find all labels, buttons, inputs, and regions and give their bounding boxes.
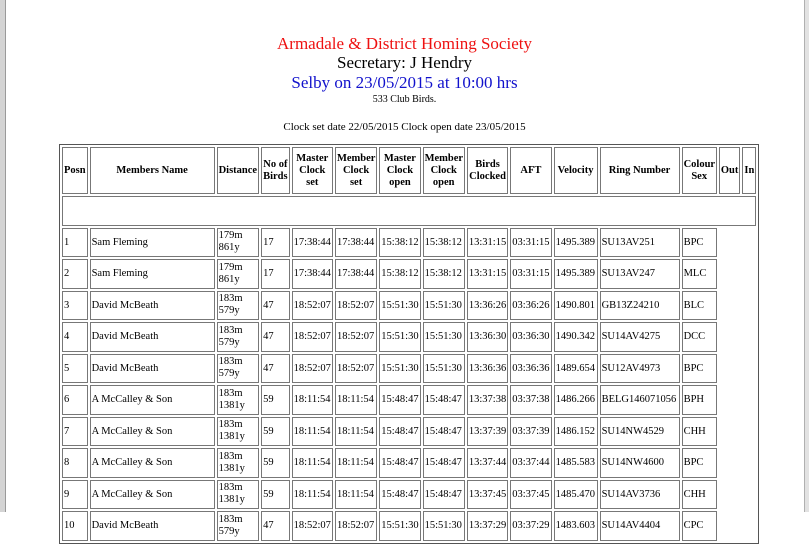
col-master-clock-set: Master Clock set [292, 147, 333, 194]
col-member-clock-open: Member Clock open [423, 147, 465, 194]
cell-ring-number: SU14NW4600 [600, 448, 680, 478]
cell-ring-number: SU14AV4404 [600, 511, 680, 541]
col-members-name: Members Name [90, 147, 215, 194]
cell-birds-clocked: 13:36:26 [467, 291, 508, 321]
distance-miles: 183m [218, 482, 243, 494]
cell-aft: 03:37:39 [510, 417, 551, 447]
col-no-of-birds: No of Birds [261, 147, 290, 194]
distance-miles: 183m [218, 419, 243, 431]
cell-aft: 03:36:26 [510, 291, 551, 321]
cell-colour-sex: DCC [682, 322, 717, 352]
cell-distance [217, 385, 260, 415]
cell-velocity: 1486.152 [554, 417, 598, 447]
table-row [62, 511, 756, 541]
cell-ring-number: SU13AV247 [600, 259, 680, 289]
spacer-cell [62, 196, 756, 226]
cell-master-clock-set: 18:11:54 [292, 417, 333, 447]
cell-master-clock-set: 18:11:54 [292, 385, 333, 415]
cell-no-of-birds: 47 [261, 354, 290, 384]
header-spacer [62, 196, 756, 226]
cell-name: David McBeath [90, 511, 215, 541]
cell-posn: 1 [62, 228, 88, 258]
cell-birds-clocked: 13:37:38 [467, 385, 508, 415]
cell-master-clock-set: 18:11:54 [292, 480, 333, 510]
cell-distance [217, 259, 260, 289]
cell-member-clock-set: 18:52:07 [335, 322, 377, 352]
cell-master-clock-open: 15:48:47 [379, 448, 420, 478]
cell-master-clock-set: 18:52:07 [292, 511, 333, 541]
cell-master-clock-set: 18:52:07 [292, 291, 333, 321]
distance-miles: 179m [218, 261, 243, 273]
distance-miles: 183m [218, 356, 243, 368]
cell-distance [217, 228, 260, 258]
cell-posn: 8 [62, 448, 88, 478]
cell-member-clock-set: 17:38:44 [335, 228, 377, 258]
cell-posn: 3 [62, 291, 88, 321]
cell-master-clock-set: 18:11:54 [292, 448, 333, 478]
col-master-clock-open: Master Clock open [379, 147, 420, 194]
cell-master-clock-open: 15:48:47 [379, 417, 420, 447]
cell-name: A McCalley & Son [90, 448, 215, 478]
col-velocity: Velocity [554, 147, 598, 194]
cell-velocity: 1489.654 [554, 354, 598, 384]
cell-posn: 5 [62, 354, 88, 384]
table-row [62, 354, 756, 384]
cell-master-clock-open: 15:51:30 [379, 322, 420, 352]
cell-velocity: 1490.801 [554, 291, 598, 321]
cell-no-of-birds: 59 [261, 480, 290, 510]
cell-velocity: 1486.266 [554, 385, 598, 415]
col-out: Out [719, 147, 741, 194]
cell-aft: 03:36:36 [510, 354, 551, 384]
cell-member-clock-open: 15:51:30 [423, 322, 465, 352]
cell-member-clock-set: 18:11:54 [335, 480, 377, 510]
cell-ring-number: GB13Z24210 [600, 291, 680, 321]
cell-colour-sex: MLC [682, 259, 717, 289]
cell-aft: 03:31:15 [510, 228, 551, 258]
cell-ring-number: SU12AV4973 [600, 354, 680, 384]
cell-member-clock-set: 17:38:44 [335, 259, 377, 289]
cell-velocity: 1495.389 [554, 228, 598, 258]
distance-yards: 579y [218, 305, 240, 317]
distance-miles: 179m [218, 230, 243, 242]
cell-colour-sex: BPC [682, 228, 717, 258]
cell-member-clock-open: 15:51:30 [423, 511, 465, 541]
col-posn: Posn [62, 147, 88, 194]
col-colour-sex: Colour Sex [682, 147, 717, 194]
cell-ring-number: BELG146071056 [600, 385, 680, 415]
cell-master-clock-set: 18:52:07 [292, 354, 333, 384]
distance-yards: 579y [218, 368, 240, 380]
cell-distance [217, 511, 260, 541]
col-member-clock-set: Member Clock set [335, 147, 377, 194]
results-table [59, 144, 759, 544]
cell-birds-clocked: 13:36:36 [467, 354, 508, 384]
cell-master-clock-set: 17:38:44 [292, 259, 333, 289]
cell-member-clock-set: 18:11:54 [335, 417, 377, 447]
cell-member-clock-open: 15:38:12 [423, 228, 465, 258]
distance-yards: 579y [218, 336, 240, 348]
table-row [62, 385, 756, 415]
cell-aft: 03:37:29 [510, 511, 551, 541]
cell-posn: 7 [62, 417, 88, 447]
cell-no-of-birds: 47 [261, 291, 290, 321]
cell-no-of-birds: 17 [261, 228, 290, 258]
cell-name: A McCalley & Son [90, 385, 215, 415]
distance-miles: 183m [218, 324, 243, 336]
cell-name: A McCalley & Son [90, 480, 215, 510]
cell-no-of-birds: 47 [261, 322, 290, 352]
cell-member-clock-open: 15:38:12 [423, 259, 465, 289]
race-line: Selby on 23/05/2015 at 10:00 hrs [291, 73, 518, 92]
table-row [62, 480, 756, 510]
cell-master-clock-open: 15:51:30 [379, 354, 420, 384]
cell-velocity: 1490.342 [554, 322, 598, 352]
cell-colour-sex: BLC [682, 291, 717, 321]
distance-yards: 579y [218, 525, 240, 537]
cell-birds-clocked: 13:37:29 [467, 511, 508, 541]
cell-colour-sex: CPC [682, 511, 717, 541]
cell-birds-clocked: 13:37:45 [467, 480, 508, 510]
cell-member-clock-set: 18:52:07 [335, 354, 377, 384]
cell-no-of-birds: 59 [261, 448, 290, 478]
distance-yards: 1381y [218, 399, 245, 411]
distance-miles: 183m [218, 450, 243, 462]
cell-birds-clocked: 13:37:44 [467, 448, 508, 478]
cell-member-clock-open: 15:48:47 [423, 385, 465, 415]
cell-name: David McBeath [90, 354, 215, 384]
clock-dates: Clock set date 22/05/2015 Clock open date 23/05/2015 [283, 121, 526, 133]
cell-master-clock-open: 15:51:30 [379, 511, 420, 541]
cell-ring-number: SU14NW4529 [600, 417, 680, 447]
cell-member-clock-set: 18:52:07 [335, 511, 377, 541]
cell-birds-clocked: 13:37:39 [467, 417, 508, 447]
cell-velocity: 1485.583 [554, 448, 598, 478]
distance-yards: 1381y [218, 494, 245, 506]
col-aft: AFT [510, 147, 551, 194]
cell-ring-number: SU14AV4275 [600, 322, 680, 352]
cell-aft: 03:37:38 [510, 385, 551, 415]
cell-colour-sex: CHH [682, 480, 717, 510]
cell-velocity: 1495.389 [554, 259, 598, 289]
table-row [62, 228, 756, 258]
secretary-line: Secretary: J Hendry [336, 53, 472, 72]
cell-ring-number: SU13AV251 [600, 228, 680, 258]
cell-colour-sex: BPC [682, 448, 717, 478]
cell-name: Sam Fleming [90, 259, 215, 289]
table-row [62, 448, 756, 478]
distance-yards: 1381y [218, 431, 245, 443]
cell-no-of-birds: 17 [261, 259, 290, 289]
cell-aft: 03:37:45 [510, 480, 551, 510]
distance-miles: 183m [218, 513, 243, 525]
cell-member-clock-set: 18:11:54 [335, 448, 377, 478]
cell-posn: 6 [62, 385, 88, 415]
cell-posn: 2 [62, 259, 88, 289]
cell-distance [217, 417, 260, 447]
cell-name: David McBeath [90, 322, 215, 352]
table-row [62, 322, 756, 352]
cell-master-clock-open: 15:51:30 [379, 291, 420, 321]
cell-master-clock-set: 18:52:07 [292, 322, 333, 352]
cell-ring-number: SU14AV3736 [600, 480, 680, 510]
cell-posn: 9 [62, 480, 88, 510]
cell-colour-sex: CHH [682, 417, 717, 447]
cell-birds-clocked: 13:31:15 [467, 259, 508, 289]
cell-posn: 10 [62, 511, 88, 541]
cell-no-of-birds: 59 [261, 417, 290, 447]
distance-yards: 1381y [218, 462, 245, 474]
distance-yards: 861y [218, 242, 240, 254]
cell-member-clock-open: 15:48:47 [423, 480, 465, 510]
distance-miles: 183m [218, 293, 243, 305]
col-ring-number: Ring Number [600, 147, 680, 194]
cell-distance [217, 322, 260, 352]
table-row [62, 291, 756, 321]
cell-velocity: 1483.603 [554, 511, 598, 541]
cell-member-clock-open: 15:48:47 [423, 448, 465, 478]
table-row [62, 259, 756, 289]
cell-distance [217, 480, 260, 510]
cell-birds-clocked: 13:31:15 [467, 228, 508, 258]
distance-yards: 861y [218, 273, 240, 285]
distance-miles: 183m [218, 387, 243, 399]
cell-member-clock-open: 15:51:30 [423, 291, 465, 321]
cell-birds-clocked: 13:36:30 [467, 322, 508, 352]
cell-member-clock-open: 15:51:30 [423, 354, 465, 384]
society-title: Armadale & District Homing Society [277, 34, 532, 53]
col-in: In [742, 147, 756, 194]
cell-distance [217, 291, 260, 321]
cell-member-clock-set: 18:11:54 [335, 385, 377, 415]
cell-aft: 03:31:15 [510, 259, 551, 289]
col-distance: Distance [217, 147, 260, 194]
header-row [62, 147, 756, 194]
cell-colour-sex: BPC [682, 354, 717, 384]
cell-master-clock-set: 17:38:44 [292, 228, 333, 258]
cell-member-clock-open: 15:48:47 [423, 417, 465, 447]
club-birds-count: 533 Club Birds. [372, 94, 437, 105]
cell-colour-sex: BPH [682, 385, 717, 415]
cell-no-of-birds: 47 [261, 511, 290, 541]
cell-velocity: 1485.470 [554, 480, 598, 510]
cell-distance [217, 448, 260, 478]
cell-master-clock-open: 15:38:12 [379, 259, 420, 289]
cell-master-clock-open: 15:48:47 [379, 385, 420, 415]
cell-member-clock-set: 18:52:07 [335, 291, 377, 321]
cell-distance [217, 354, 260, 384]
cell-master-clock-open: 15:38:12 [379, 228, 420, 258]
cell-posn: 4 [62, 322, 88, 352]
cell-name: Sam Fleming [90, 228, 215, 258]
cell-master-clock-open: 15:48:47 [379, 480, 420, 510]
col-birds-clocked: Birds Clocked [467, 147, 508, 194]
cell-no-of-birds: 59 [261, 385, 290, 415]
cell-aft: 03:37:44 [510, 448, 551, 478]
cell-name: David McBeath [90, 291, 215, 321]
cell-name: A McCalley & Son [90, 417, 215, 447]
table-row [62, 417, 756, 447]
cell-aft: 03:36:30 [510, 322, 551, 352]
